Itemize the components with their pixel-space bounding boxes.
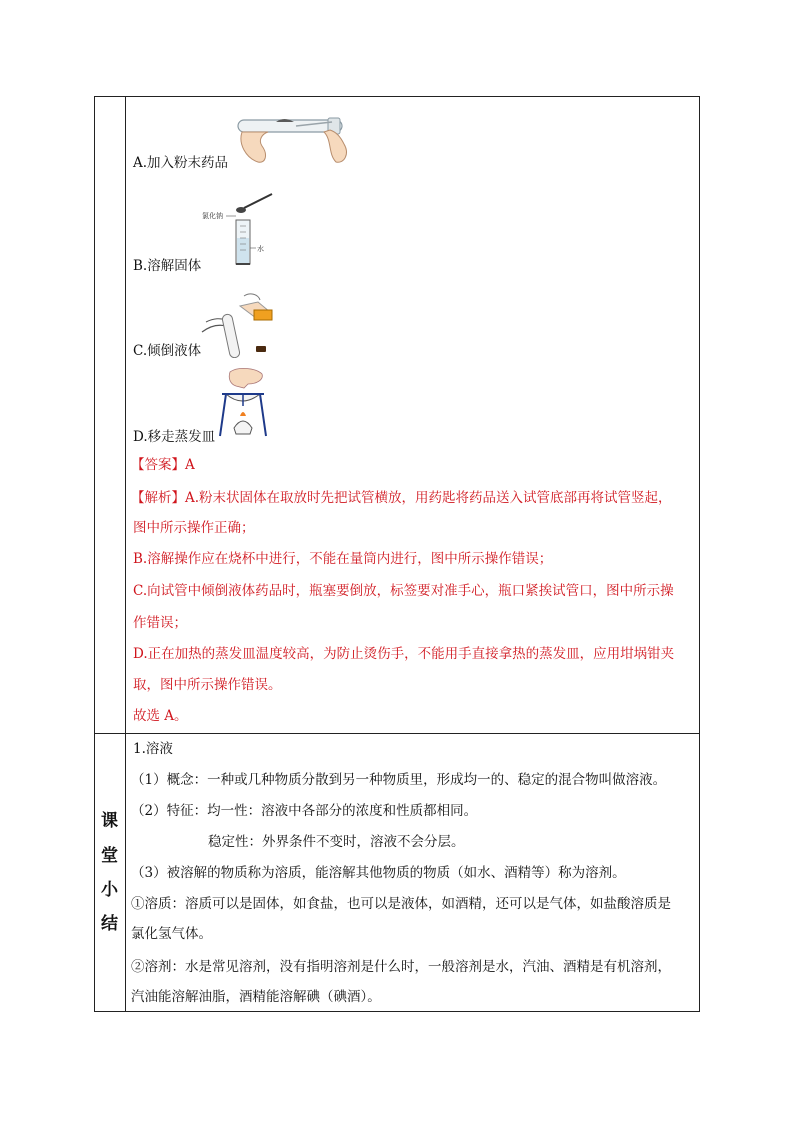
summary-side-label-1: 课 — [101, 811, 118, 831]
analysis-line-1: 【解析】A.粉末状固体在取放时先把试管横放，用药匙将药品送入试管底部再将试管竖起， — [131, 490, 672, 506]
analysis-line-5: 作错误； — [133, 615, 187, 631]
water-label: 水 — [257, 245, 264, 253]
summary-line-4: 稳定性：外界条件不变时，溶液不会分层。 — [208, 834, 465, 850]
summary-line-6: ①溶质：溶质可以是固体，如食盐，也可以是液体，如酒精，还可以是气体，如盐酸溶质是 — [131, 896, 671, 912]
analysis-line-7: 取，图中所示操作错误。 — [133, 677, 282, 693]
graduated-cylinder-icon — [200, 190, 280, 270]
summary-side-label-2: 堂 — [101, 846, 118, 866]
summary-line-2: （1）概念：一种或几种物质分散到另一种物质里，形成均一的、稳定的混合物叫做溶液。 — [131, 772, 667, 788]
analysis-line-4: C.向试管中倾倒液体药品时，瓶塞要倒放，标签要对准手心，瓶口紧挨试管口，图中所示操 — [133, 583, 674, 599]
summary-line-8: ②溶剂：水是常见溶剂，没有指明溶剂是什么时，一般溶剂是水，汽油、酒精是有机溶剂， — [131, 959, 671, 975]
summary-line-7: 氯化氢气体。 — [131, 926, 212, 942]
summary-side-label-3: 小 — [101, 880, 118, 900]
table-border-top — [94, 96, 700, 97]
option-d-label: D.移走蒸发皿 — [133, 429, 216, 445]
option-a-label: A.加入粉末药品 — [133, 155, 229, 171]
table-column-divider — [125, 96, 126, 1012]
option-c-label: C.倾倒液体 — [133, 343, 202, 359]
sodium-chloride-label: 氯化钠 — [202, 212, 223, 220]
table-row-divider — [94, 733, 700, 734]
analysis-line-6: D.正在加热的蒸发皿温度较高，为防止烫伤手，不能用手直接拿热的蒸发皿，应用坩埚钳夹 — [133, 646, 675, 662]
analysis-line-2: 图中所示操作正确； — [133, 520, 255, 536]
conclusion-text: 故选 A。 — [133, 708, 188, 724]
summary-side-label-4: 结 — [101, 914, 118, 934]
option-b-label: B.溶解固体 — [133, 258, 202, 274]
evaporating-dish-icon — [216, 366, 268, 438]
table-border-right — [699, 96, 700, 1012]
analysis-line-3: B.溶解操作应在烧杯中进行，不能在量筒内进行，图中所示操作错误； — [133, 551, 553, 567]
summary-line-3: （2）特征：均一性：溶液中各部分的浓度和性质都相同。 — [131, 803, 478, 819]
table-border-bottom — [94, 1011, 700, 1012]
test-tube-powder-icon — [232, 110, 352, 166]
summary-line-9: 汽油能溶解油脂，酒精能溶解碘（碘酒）。 — [131, 989, 381, 1005]
summary-line-1: 1.溶液 — [133, 741, 173, 757]
pour-liquid-icon — [200, 292, 280, 358]
summary-line-5: （3）被溶解的物质称为溶质，能溶解其他物质的物质（如水、酒精等）称为溶剂。 — [131, 865, 626, 881]
answer-text: 【答案】A — [131, 457, 195, 473]
